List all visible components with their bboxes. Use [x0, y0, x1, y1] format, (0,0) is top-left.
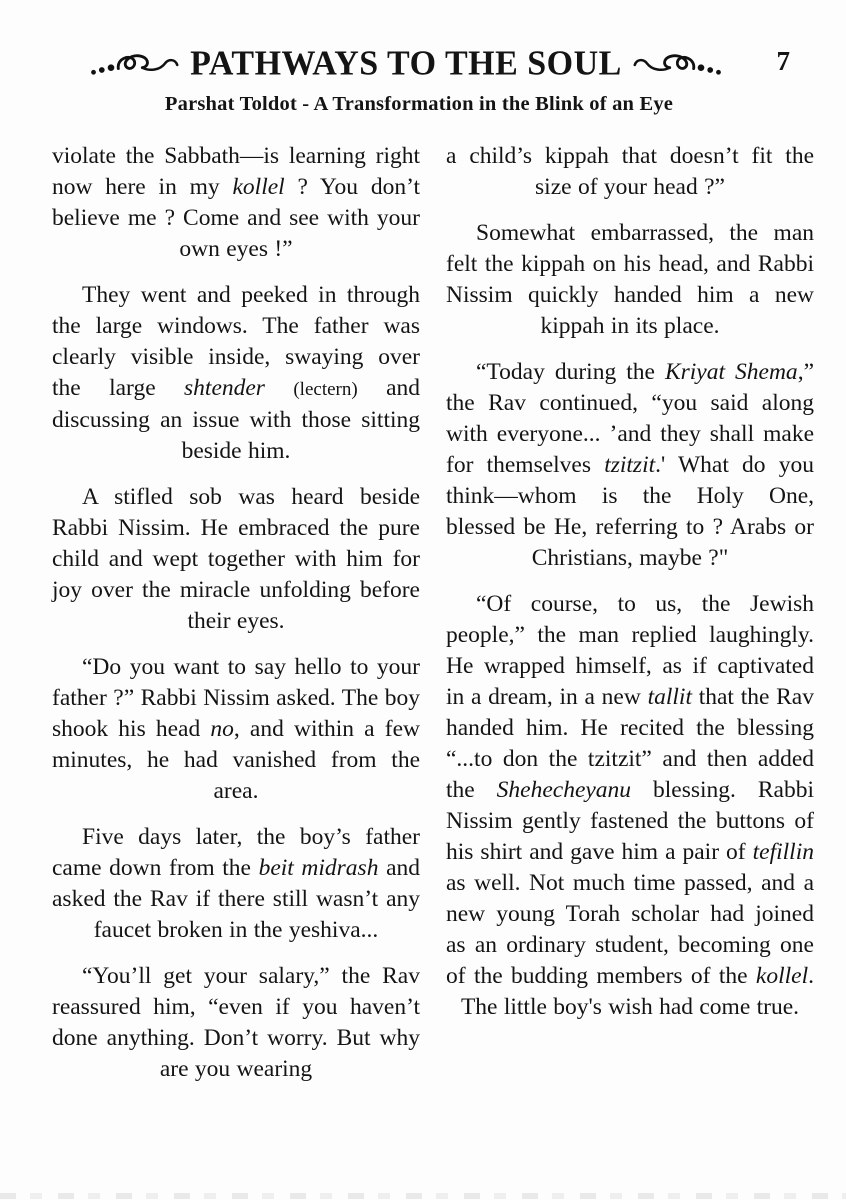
body-text: .' What do you think—whom is the Holy One, blessed be He, referring to ? Arabs or Christians, maybe ?" — [446, 452, 814, 571]
italic-term: kollel — [232, 174, 285, 200]
body-text: “You’ll get your salary,” the Rav reassured him, “even if you haven’t done anything. Don’t worry. But why are you wearing — [52, 963, 420, 1082]
paragraph — [52, 141, 420, 265]
paragraph — [446, 357, 814, 574]
italic-term: tzitzit — [604, 452, 656, 478]
italic-term: no — [210, 716, 234, 742]
italic-term: shtender — [184, 375, 265, 401]
body-text: , and within a few minutes, he had vanished from the area. — [52, 716, 420, 804]
body-text: violate the Sabbath—is learning right now here in my — [52, 143, 420, 200]
body-text — [265, 375, 293, 401]
page-header — [52, 40, 760, 88]
body-text: and asked the Rav if there still wasn’t any faucet broken in the yeshiva... — [52, 855, 420, 943]
paragraph — [52, 280, 420, 467]
body-text: that the Rav handed him. He recited the blessing “...to don the tzitzit” and then added the — [446, 684, 814, 803]
body-text: They went and peeked in through the large windows. The father was clearly visible inside, swaying over the large — [52, 282, 420, 401]
two-column-text — [52, 141, 814, 1100]
scroll-flourish-right-icon — [632, 47, 724, 81]
body-text: “Do you want to say hello to your father ?” Rabbi Nissim asked. The boy shook his head — [52, 654, 420, 742]
bottom-scan-artifact — [0, 1193, 846, 1199]
page-title: PATHWAYS TO THE SOUL — [190, 44, 622, 83]
paragraph — [52, 652, 420, 807]
italic-term: beit midrash — [258, 855, 379, 881]
page-subtitle: Parshat Toldot - A Transformation in the Blink of an Eye — [164, 93, 674, 115]
paragraph — [52, 482, 420, 637]
body-text: as well. Not much time passed, and a new young Torah scholar had joined as an ordinary student, becoming one of the budding members of the — [446, 870, 814, 989]
body-text: a child’s kippah that doesn’t fit the size of your head ?” — [446, 143, 814, 200]
body-text: ,” the Rav continued, “you said along with everyone... ’and they shall make for themselves — [446, 359, 814, 478]
text-column-right — [446, 141, 814, 1100]
page-number: 7 — [776, 46, 790, 76]
paragraph — [446, 589, 814, 1023]
body-text: ? You don’t believe me ? Come and see with your own eyes !” — [52, 174, 420, 262]
italic-term: kollel — [755, 963, 809, 989]
paragraph — [52, 961, 420, 1085]
body-text: Five days later, the boy’s father came down from the — [52, 824, 420, 881]
body-text: A stifled sob was heard beside Rabbi Nissim. He embraced the pure child and wept together with him for joy over the miracle unfolding before their eyes. — [52, 484, 420, 634]
italic-term: Kriyat Shema — [664, 359, 798, 385]
body-text: “Of course, to us, the Jewish people,” the man replied laughingly. He wrapped himself, as if captivated in a dream, in a new — [446, 591, 814, 710]
body-text: “Today during the — [476, 359, 665, 385]
body-text: Somewhat embarrassed, the man felt the kippah on his head, and Rabbi Nissim quickly handed him a new kippah in its place. — [446, 220, 814, 339]
paragraph — [446, 218, 814, 342]
body-text: blessing. Rabbi Nissim gently fastened the buttons of his shirt and gave him a pair of — [446, 777, 814, 865]
paragraph — [52, 822, 420, 946]
italic-term: Shehecheyanu — [496, 777, 632, 803]
body-text: and discussing an issue with those sitting beside him. — [52, 375, 420, 464]
body-text: . The little boy's wish had come true. — [460, 963, 814, 1020]
italic-term: tallit — [647, 684, 692, 710]
paragraph — [446, 141, 814, 203]
italic-term: tefillin — [752, 839, 814, 865]
scroll-flourish-left-icon — [88, 47, 180, 81]
gloss-text: (lectern) — [293, 379, 358, 400]
text-column-left — [52, 141, 420, 1100]
